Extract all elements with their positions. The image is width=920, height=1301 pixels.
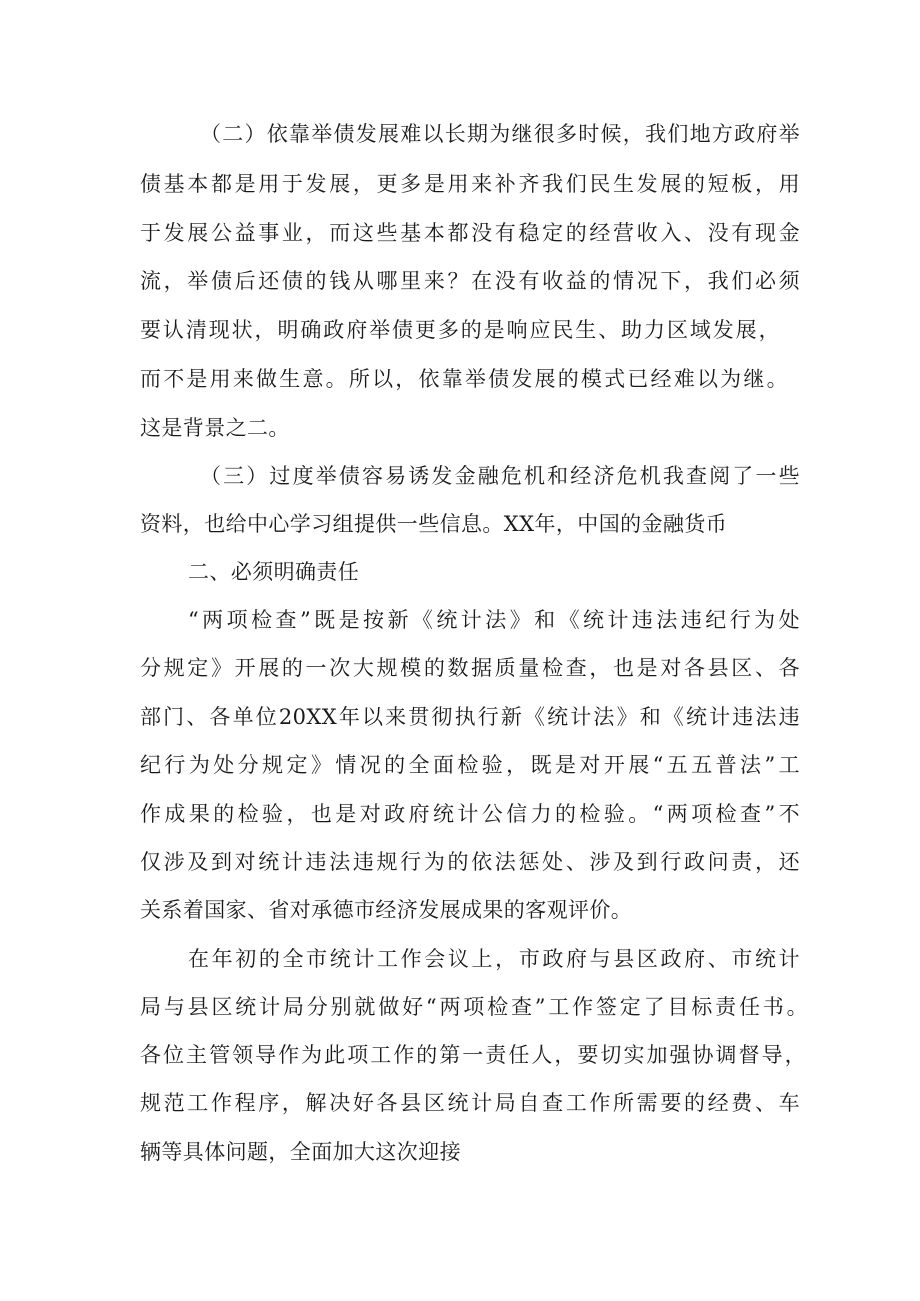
paragraph-line: （二）依靠举债发展难以长期为继很多时候，我们地方政府举 <box>200 122 800 146</box>
paragraph-line: 各位主管领导作为此项工作的第一责任人，要切实加强协调督导， <box>140 1043 806 1067</box>
paragraph-line: 仅涉及到对统计违法违规行为的依法惩处、涉及到行政问责，还 <box>140 850 800 874</box>
section-heading: 二、必须明确责任 <box>188 560 360 584</box>
paragraph-line: 而不是用来做生意。所以，依靠举债发展的模式已经难以为继。 <box>140 367 788 391</box>
paragraph-line: 于发展公益事业，而这些基本都没有稳定的经营收入、没有现金 <box>140 221 800 245</box>
paragraph-line: 资料，也给中心学习组提供一些信息。XX年，中国的金融货币 <box>140 512 728 536</box>
paragraph-line: 在年初的全市统计工作会议上，市政府与县区政府、市统计 <box>188 947 800 971</box>
paragraph-line: 关系着国家、省对承德市经济发展成果的客观评价。 <box>140 898 633 922</box>
paragraph-line: 分规定》开展的一次大规模的数据质量检查，也是对各县区、各 <box>140 656 800 680</box>
paragraph-line: 部门、各单位20XX年以来贯彻执行新《统计法》和《统计违法违 <box>140 705 800 729</box>
paragraph-line: 纪行为处分规定》情况的全面检验，既是对开展“五五普法”工 <box>140 753 800 777</box>
paragraph-line: （三）过度举债容易诱发金融危机和经济危机我查阅了一些 <box>200 464 800 488</box>
paragraph-line: 这是背景之二。 <box>140 416 290 440</box>
paragraph-line: 作成果的检验，也是对政府统计公信力的检验。“两项检查”不 <box>140 802 800 826</box>
paragraph-line: 辆等具体问题，全面加大这次迎接 <box>140 1140 461 1164</box>
paragraph-line: 流，举债后还债的钱从哪里来？在没有收益的情况下，我们必须 <box>140 269 800 293</box>
paragraph-line: 债基本都是用于发展，更多是用来补齐我们民生发展的短板，用 <box>140 172 800 196</box>
paragraph-line: 规范工作程序，解决好各县区统计局自查工作所需要的经费、车 <box>140 1091 800 1115</box>
paragraph-line: “两项检查”既是按新《统计法》和《统计违法违纪行为处 <box>188 608 800 632</box>
paragraph-line: 局与县区统计局分别就做好“两项检查”工作签定了目标责任书。 <box>140 995 808 1019</box>
paragraph-line: 要认清现状，明确政府举债更多的是响应民生、助力区域发展， <box>140 318 780 342</box>
